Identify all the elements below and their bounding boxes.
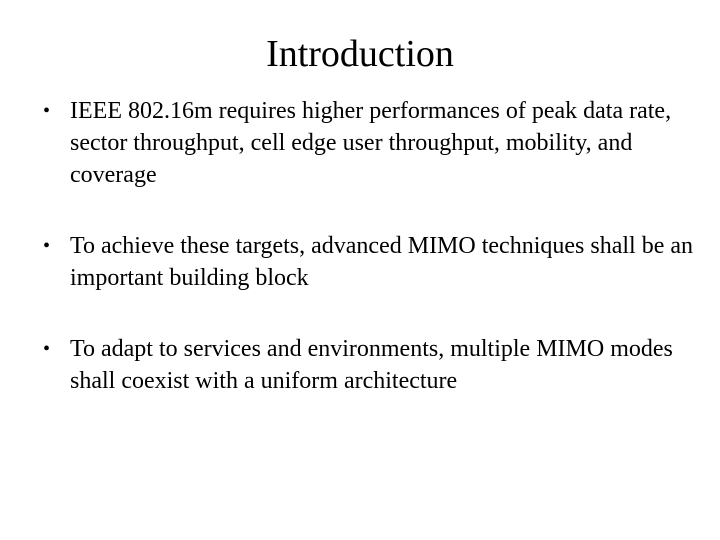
bullet-item [43, 95, 703, 191]
bullet-point-icon: • [43, 100, 51, 122]
bullet-item [43, 333, 703, 397]
bullet-point-icon: • [43, 235, 51, 257]
bullet-item [43, 230, 703, 294]
bullet-text: To adapt to services and environments, multiple MIMO modes shall coexist with a uniform architecture [70, 336, 673, 394]
bullet-text: To achieve these targets, advanced MIMO techniques shall be an important building block [70, 233, 693, 291]
bullet-text: IEEE 802.16m requires higher performances of peak data rate, sector throughput, cell edge user throughput, mobility, and coverage [70, 98, 672, 188]
bullet-point-icon: • [43, 338, 51, 360]
bullet-list [43, 95, 703, 436]
slide-title: Introduction [266, 33, 454, 75]
